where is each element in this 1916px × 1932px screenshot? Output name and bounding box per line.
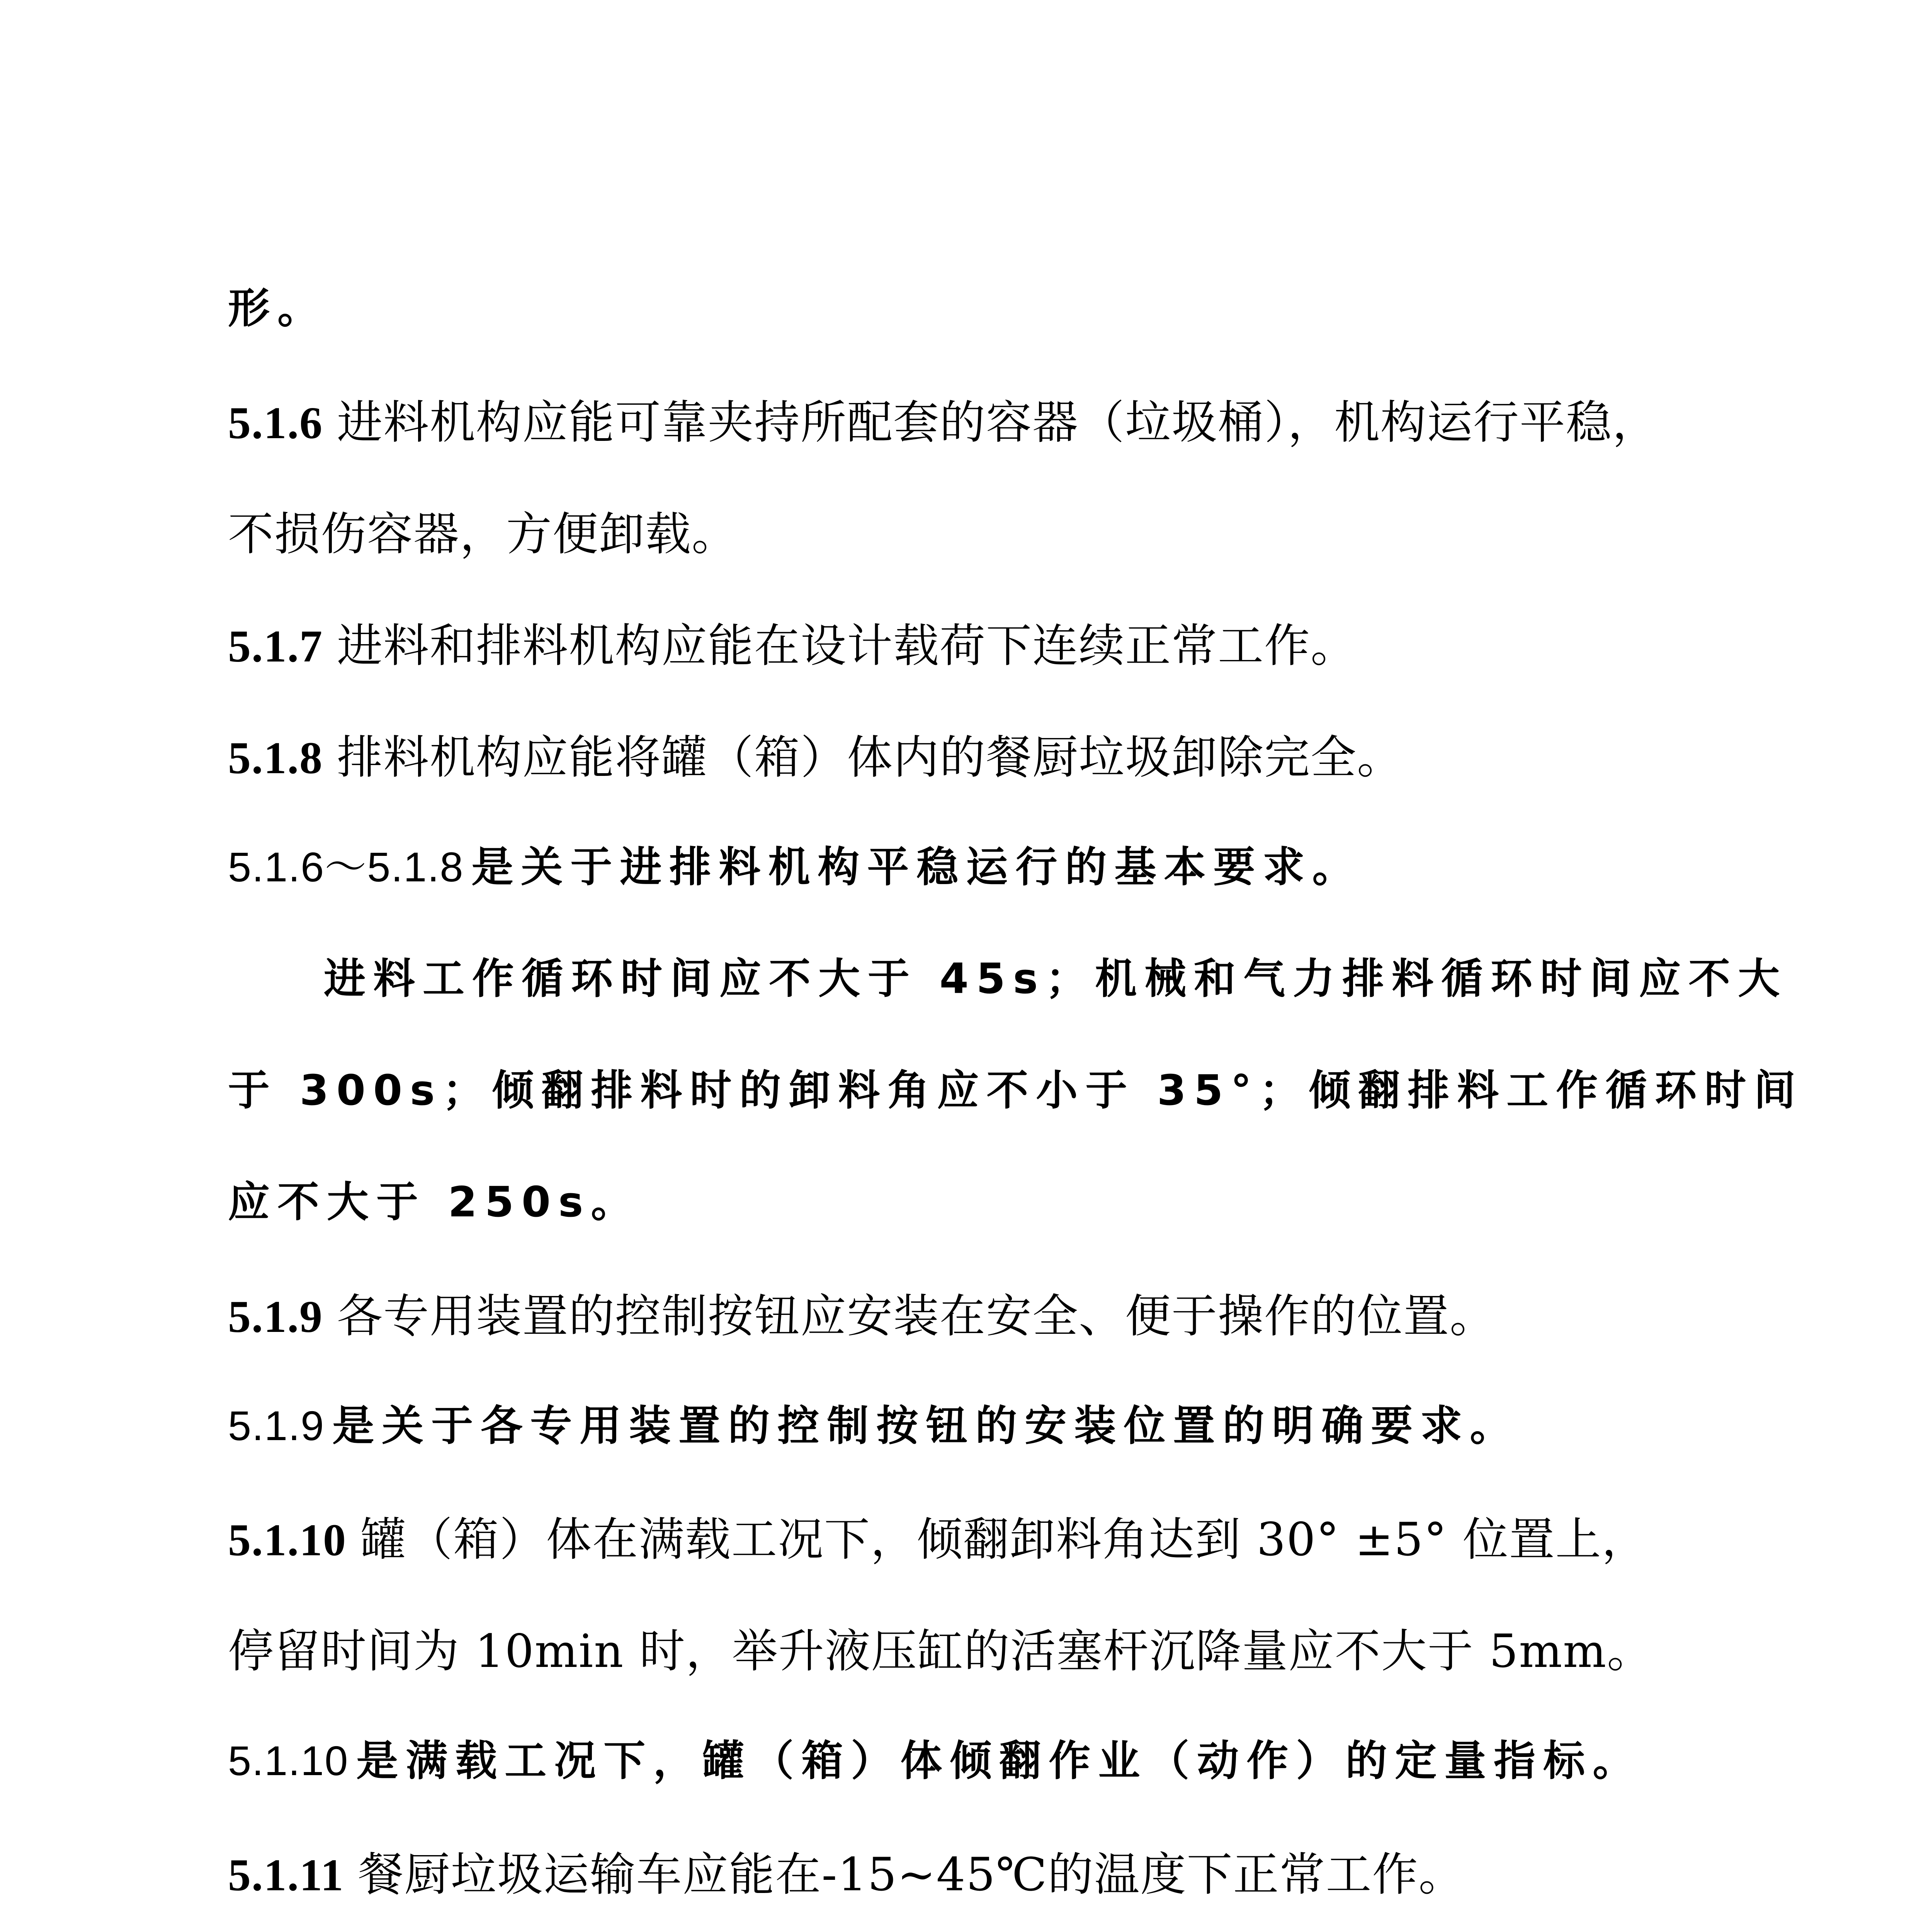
- clause-5-1-11: [228, 1848, 1465, 1901]
- comment-text: 是关于各专用装置的控制按钮的安装位置的明确要求。: [332, 1402, 1520, 1450]
- clause-5-1-7: [228, 619, 1357, 672]
- comment-text: 是关于进排料机构平稳运行的基本要求。: [471, 843, 1362, 891]
- clause-text: 停留时间为 10min 时，举升液压缸的活塞杆沉降量应不大于 5mm。: [228, 1624, 1654, 1678]
- comment-cycle-time-1: [324, 955, 1788, 1003]
- comment-cycle-time-2: [228, 1066, 1804, 1115]
- comment-5-1-6-to-5-1-8: [228, 843, 1362, 891]
- comment-cycle-time-3: [228, 1178, 641, 1226]
- clause-text: 各专用装置的控制按钮应安装在安全、便于操作的位置。: [337, 1289, 1496, 1343]
- comment-reference: 5.1.9: [228, 1402, 325, 1449]
- clause-text: 罐（箱）体在满载工况下，倾翻卸料角达到 30° ±5° 位置上，: [360, 1513, 1648, 1566]
- clause-number: 5.1.10: [228, 1515, 347, 1565]
- comment-reference: 5.1.10: [228, 1737, 349, 1784]
- clause-5-1-10: [228, 1513, 1648, 1566]
- clause-text: 进料和排料机构应能在设计载荷下连续正常工作。: [337, 619, 1357, 672]
- clause-5-1-10-continued: [228, 1624, 1654, 1678]
- clause-number: 5.1.6: [228, 398, 323, 448]
- clause-text: 餐厨垃圾运输车应能在-15~45℃的温度下正常工作。: [358, 1848, 1465, 1901]
- clause-5-1-6: [228, 396, 1659, 449]
- clause-number: 5.1.7: [228, 621, 323, 672]
- clause-number: 5.1.9: [228, 1291, 323, 1342]
- clause-5-1-6-continued: [228, 507, 738, 561]
- comment-text: 是满载工况下，罐（箱）体倾翻作业（动作）的定量指标。: [356, 1737, 1642, 1785]
- comment-5-1-10: [228, 1737, 1642, 1785]
- comment-text: 于 300s；倾翻排料时的卸料角应不小于 35°；倾翻排料工作循环时间: [228, 1066, 1804, 1115]
- text-line-1: [228, 284, 327, 333]
- clause-number: 5.1.11: [228, 1850, 344, 1900]
- clause-text: 进料机构应能可靠夹持所配套的容器（垃圾桶），机构运行平稳，: [337, 396, 1659, 449]
- comment-text: 应不大于 250s。: [228, 1178, 641, 1226]
- line-text: 形。: [228, 284, 327, 333]
- comment-reference: 5.1.6～5.1.8: [228, 844, 464, 890]
- clause-text: 排料机构应能将罐（箱）体内的餐厨垃圾卸除完全。: [337, 731, 1404, 784]
- clause-5-1-8: [228, 731, 1404, 784]
- clause-text: 不损伤容器，方便卸载。: [228, 507, 738, 561]
- comment-text: 进料工作循环时间应不大于 45s；机械和气力排料循环时间应不大: [324, 955, 1788, 1003]
- clause-5-1-9: [228, 1289, 1496, 1343]
- clause-number: 5.1.8: [228, 733, 323, 783]
- comment-5-1-9: [228, 1402, 1520, 1450]
